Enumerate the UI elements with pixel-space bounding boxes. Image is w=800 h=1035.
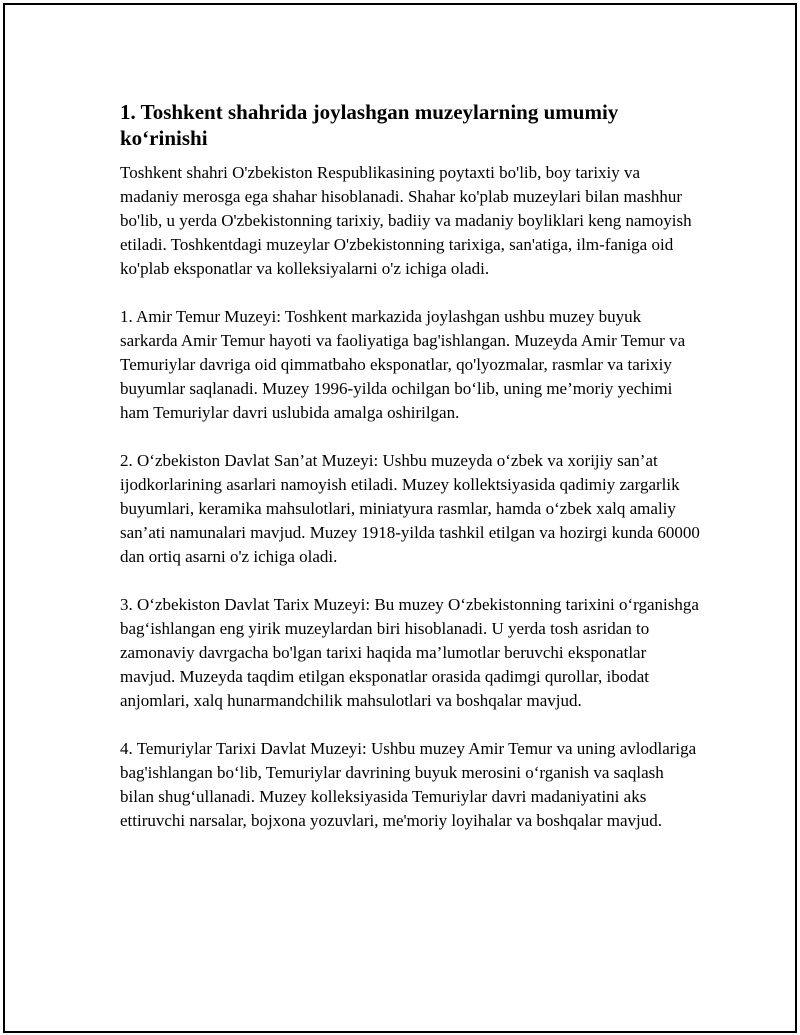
museum-paragraph-art: 2. Oʻzbekiston Davlat San’at Muzeyi: Ushbu muzeyda oʻzbek va xorijiy san’at ijodkorlarining asarlari namoyish etiladi. Muzey kollektsiyasida qadimiy zargarlik buyumlari, keramika mahsulotlari, miniatyura rasmlar, hamda oʻzbek xalq amaliy san’ati namunalari mavjud. Muzey 1918-yilda tashkil etilgan va hozirgi kunda 60000 dan ortiq asarni o'z ichiga oladi.: [120, 451, 700, 566]
intro-paragraph: Toshkent shahri O'zbekiston Respublikasining poytaxti bo'lib, boy tarixiy va madaniy merosga ega shahar hisoblanadi. Shahar ko'plab muzeylari bilan mashhur bo'lib, u yerda O'zbekistonning tarixiy, badiiy va madaniy boyliklari keng namoyish etiladi. Toshkentdagi muzeylar O'zbekistonning tarixiga, san'atiga, ilm-faniga oid ko'plab eksponatlar va kolleksiyalarni o'z ichiga oladi.: [120, 163, 692, 278]
museum-paragraph-history: 3. Oʻzbekiston Davlat Tarix Muzeyi: Bu muzey Oʻzbekistonning tarixini oʻrganishga bagʻishlangan eng yirik muzeylardan biri hisoblanadi. U yerda tosh asridan to zamonaviy davrgacha bo'lgan tarixi haqida ma’lumotlar beruvchi eksponatlar mavjud. Muzeyda taqdim etilgan eksponatlar orasida qadimgi qurollar, ibodat anjomlari, xalq hunarmandchilik mahsulotlari va boshqalar mavjud.: [120, 595, 699, 710]
museum-paragraph-amir-temur: 1. Amir Temur Muzeyi: Toshkent markazida joylashgan ushbu muzey buyuk sarkarda Amir Temur hayoti va faoliyatiga bag'ishlangan. Muzeyda Amir Temur va Temuriylar davriga oid qimmatbaho eksponatlar, qo'lyozmalar, rasmlar va tarixiy buyumlar saqlanadi. Muzey 1996-yilda ochilgan boʻlib, uning me’moriy yechimi ham Temuriylar davri uslubida amalga oshirilgan.: [120, 307, 686, 422]
museum-paragraph-temurids: 4. Temuriylar Tarixi Davlat Muzeyi: Ushbu muzey Amir Temur va uning avlodlariga bag'ishlangan boʻlib, Temuriylar davrining buyuk merosini oʻrganish va saqlash bilan shugʻullanadi. Muzey kolleksiyasida Temuriylar davri madaniyatini aks ettiruvchi narsalar, bojxona yozuvlari, me'moriy loyihalar va boshqalar mavjud.: [120, 739, 697, 830]
section-title: 1. Toshkent shahrida joylashgan muzeylarning umumiy koʻrinishi: [120, 100, 619, 150]
document-body: [120, 99, 700, 857]
page-frame: [3, 3, 797, 1033]
